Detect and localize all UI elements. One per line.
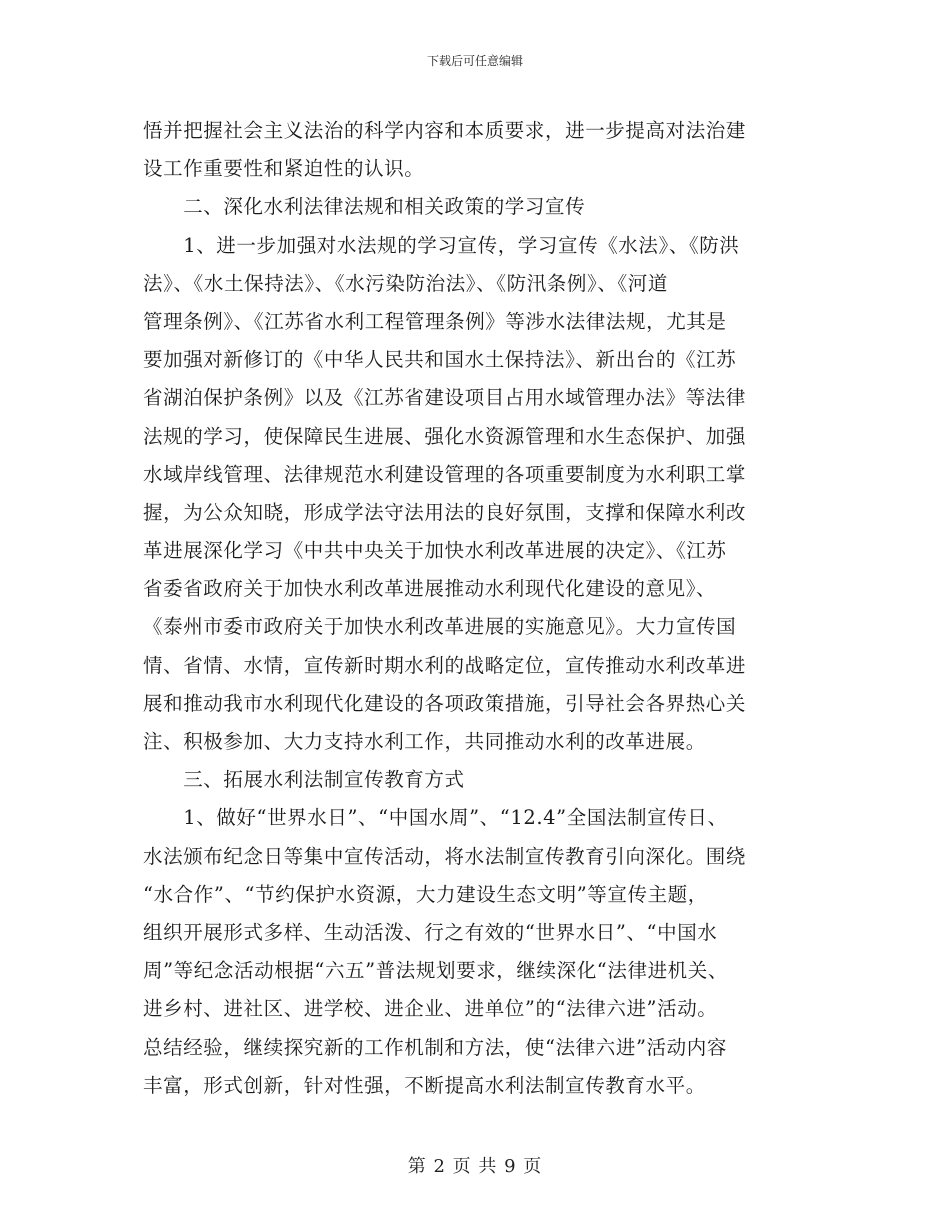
- text-line: 1、做好“世界水日”、“中国水周”、“12.4”全国法制宣传日、: [143, 806, 728, 830]
- text-line: 法》、《水土保持法》、《水污染防治法》、《防汛条例》、《河道: [143, 271, 669, 295]
- text-line: 组织开展形式多样、生动活泼、行之有效的“世界水日”、“中国水: [143, 920, 718, 944]
- text-line: 握，为公众知晓，形成学法守法用法的良好氛围，支撑和保障水利改: [143, 500, 747, 524]
- section-heading: 三、拓展水利法制宣传教育方式: [143, 768, 465, 792]
- text-line: 周”等纪念活动根据“六五”普法规划要求，继续深化“法律进机关、: [143, 959, 728, 983]
- text-line: 水法颁布纪念日等集中宣传活动，将水法制宣传教育引向深化。围绕: [143, 844, 747, 868]
- text-line: 进乡村、进社区、进学校、进企业、进单位”的“法律六进”活动。: [143, 997, 718, 1021]
- text-line: 水域岸线管理、法律规范水利建设管理的各项重要制度为水利职工掌: [143, 462, 747, 486]
- text-line: 悟并把握社会主义法治的科学内容和本质要求，进一步提高对法治建: [143, 119, 747, 142]
- page-header-note: 下载后可任意编辑: [426, 54, 523, 68]
- text-line: 管理条例》、《江苏省水利工程管理条例》等涉水法律法规，尤其是: [143, 309, 727, 333]
- text-line: 要加强对新修订的《中华人民共和国水土保持法》、新出台的《江苏: [143, 348, 737, 372]
- text-line: 丰富，形式创新，针对性强，不断提高水利法制宣传教育水平。: [143, 1073, 706, 1097]
- text-line: 注、积极参加、大力支持水利工作，共同推动水利的改革进展。: [143, 730, 706, 753]
- text-line: 法规的学习，使保障民生进展、强化水资源管理和水生态保护、加强: [143, 424, 747, 448]
- text-line: 省湖泊保护条例》以及《江苏省建设项目占用水域管理办法》等法律: [143, 386, 747, 410]
- document-body: [143, 112, 833, 1105]
- text-line: 情、省情、水情，宣传新时期水利的战略定位，宣传推动水利改革进: [143, 653, 747, 677]
- text-line: “水合作”、“节约保护水资源，大力建设生态文明”等宣传主题，: [143, 882, 708, 906]
- page-number-footer: 第 2 页 共 9 页: [407, 1156, 543, 1177]
- text-line: 总结经验，继续探究新的工作机制和方法，使“法律六进”活动内容: [143, 1035, 727, 1059]
- text-line: 1、进一步加强对水法规的学习宣传，学习宣传《水法》、《防洪: [143, 233, 740, 257]
- text-line: 设工作重要性和紧迫性的认识。: [143, 157, 425, 181]
- section-heading: 二、深化水利法律法规和相关政策的学习宣传: [143, 195, 586, 219]
- text-line: 革进展深化学习《中共中央关于加快水利改革进展的决定》、《江苏: [143, 539, 727, 563]
- text-line: 省委省政府关于加快水利改革进展推动水利现代化建设的意见》、: [143, 577, 717, 601]
- text-line: 展和推动我市水利现代化建设的各项政策措施，引导社会各界热心关: [143, 691, 747, 715]
- text-line: 《泰州市委市政府关于加快水利改革进展的实施意见》。大力宣传国: [143, 615, 737, 639]
